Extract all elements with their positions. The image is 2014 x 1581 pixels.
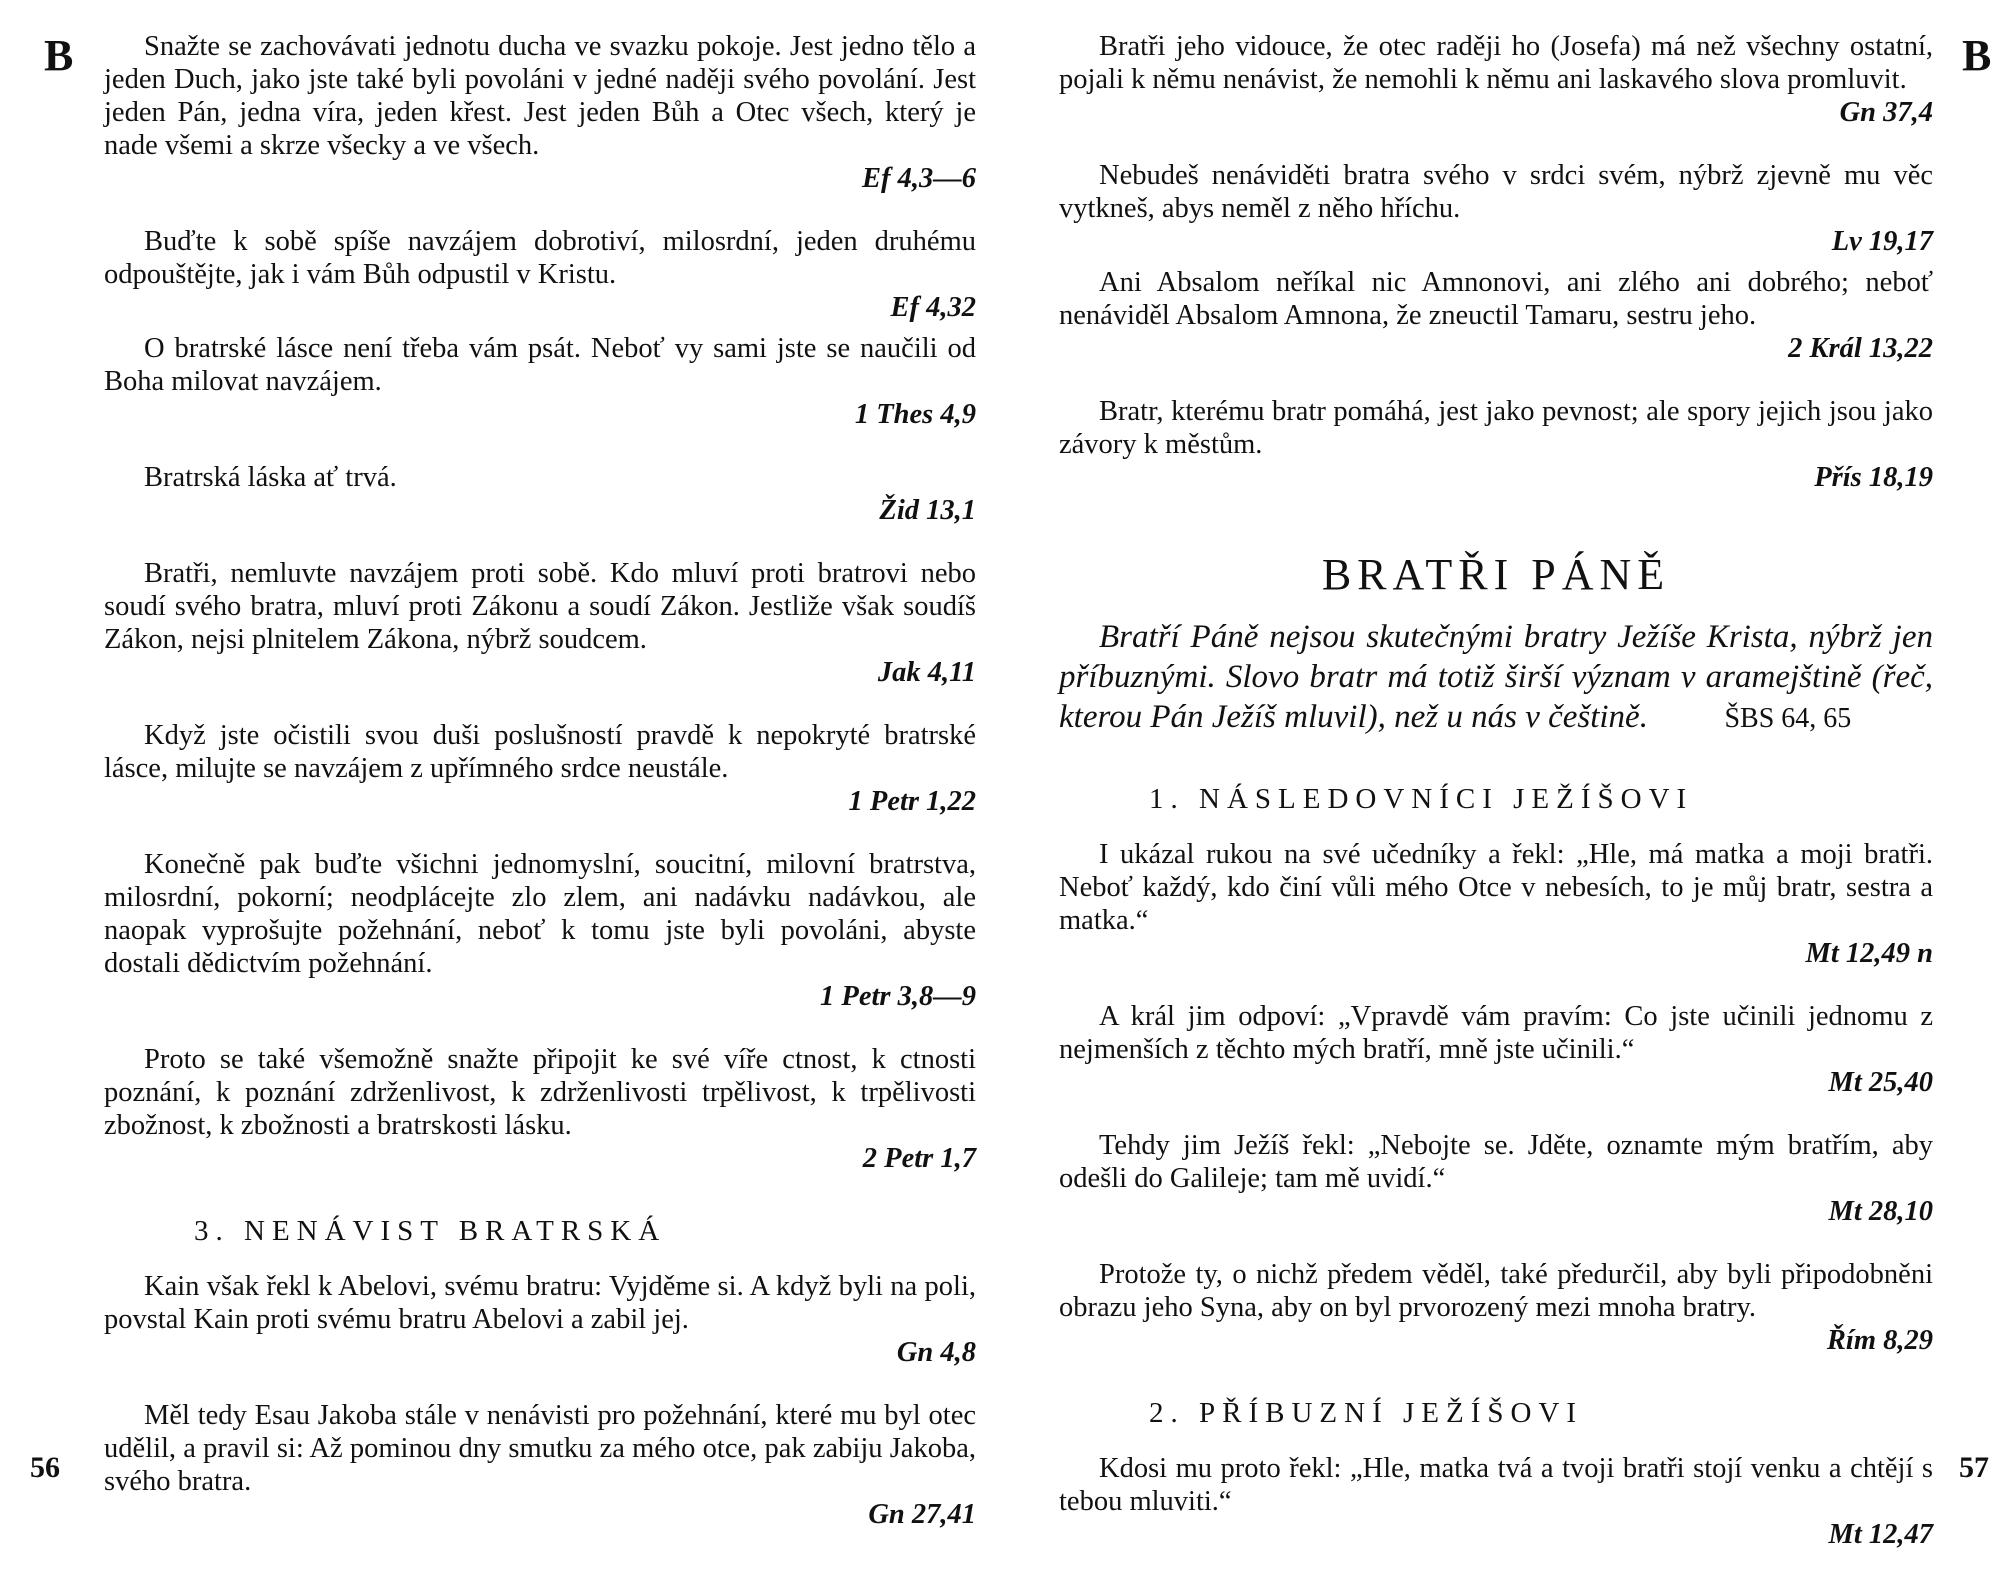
chapter-heading: BRATŘI PÁNĚ [1321,550,1671,599]
verse [104,719,976,818]
verse-text: Kdosi mu proto řekl: „Hle, matka tvá a tvoji bratři stojí venku a chtějí s tebou mluviti.“ [1059,1453,1933,1517]
page-number: 57 [1959,1451,1989,1484]
verse-reference: Gn 4,8 [896,1337,976,1368]
verse-reference: Lv 19,17 [1831,226,1933,257]
intro-text: Bratří Páně nejsou skutečnými bratry Ježíše Krista, nýbrž jen příbuznými. Slovo bratr má totiž širší význam v aramejštině (řeč, kterou Pán Ježíš mluvil), než u nás v češtině. [1059,619,1933,735]
verse [1059,159,1933,258]
verse-text: Buďte k sobě spíše navzájem dobrotiví, milosrdní, jeden druhému odpouštějte, jak i vám Bůh odpustil v Kristu. [104,226,976,290]
verse [104,1270,976,1369]
verse-reference: Mt 12,47 [1828,1519,1933,1550]
verse-text: Proto se také všemožně snažte připojit ke své víře ctnost, k ctnosti poznání, k poznání zdrženlivost, k zdrženlivosti trpělivost, k trpělivosti zbožnost, k zbožnosti a bratrskosti lásku. [104,1044,976,1141]
verse [1059,838,1933,970]
verse [104,1399,976,1531]
verse [1059,30,1933,129]
verse [1059,1000,1933,1099]
verse-text: Ani Absalom neříkal nic Amnonovi, ani zlého ani dobrého; neboť nenáviděl Absalom Amnona, že zneuctil Tamaru, sestru jeho. [1059,267,1933,331]
verse-reference: Přís 18,19 [1814,462,1933,493]
right-text-column [1059,30,1933,1581]
verse-reference: 1 Petr 3,8—9 [820,981,976,1012]
right-page [1007,0,2014,1550]
verse [1059,266,1933,365]
verse-text: Snažte se zachovávati jednotu ducha ve svazku pokoje. Jest jedno tělo a jeden Duch, jako jste také byli povoláni v jedné naději svého povolání. Jest jeden Pán, jedna víra, jeden křest. Jest jeden Bůh a Otec všech, který je nade všemi a skrze všecky a ve všech. [104,31,976,161]
verse [104,225,976,324]
thumb-index-letter: B [1962,31,1992,80]
thumb-index-letter: B [44,31,74,80]
page-number: 56 [30,1451,60,1484]
intro-source: ŠBS 64, 65 [1724,703,1852,734]
verse-text: Bratři, nemluvte navzájem proti sobě. Kdo mluví proti bratrovi nebo soudí svého bratra, mluví proti Zákonu a soudí Zákon. Jestliže však soudíš Zákon, nejsi plnitelem Zákona, nýbrž soudcem. [104,558,976,655]
verse-text: Kain však řekl k Abelovi, svému bratru: Vyjděme si. A když byli na poli, povstal Kain proti svému bratru Abelovi a zabil jej. [104,1271,976,1335]
verse-text: Bratři jeho vidouce, že otec raději ho (Josefa) má než všechny ostatní, pojali k němu nenávist, že nemohli k němu ani laskavého slova promluvit. [1059,31,1933,95]
verse-reference: 2 Petr 1,7 [862,1143,976,1174]
section-heading: 2. PŘÍBUZNÍ JEŽÍŠOVI [1149,1397,1584,1429]
verse [1059,395,1933,494]
verse-reference: Gn 37,4 [1839,97,1933,128]
verse-text: Bratr, kterému bratr pomáhá, jest jako pevnost; ale spory jejich jsou jako závory k městům. [1059,396,1933,460]
verse-reference: Mt 25,40 [1828,1067,1933,1098]
verse-reference: Mt 28,10 [1828,1196,1933,1227]
left-text-column [104,30,976,1561]
chapter-intro [1059,617,1933,739]
section-heading: 3. NENÁVIST BRATRSKÁ [194,1215,667,1247]
verse [104,30,976,195]
verse [104,1043,976,1175]
verse [1059,1258,1933,1357]
section-heading: 1. NÁSLEDOVNÍCI JEŽÍŠOVI [1149,783,1694,815]
verse [104,848,976,1013]
verse-text: Když jste očistili svou duši poslušností pravdě k nepokryté bratrské lásce, milujte se navzájem z upřímného srdce neustále. [104,720,976,784]
verse-text: Měl tedy Esau Jakoba stále v nenávisti pro požehnání, které mu byl otec udělil, a pravil si: Až pominou dny smutku za mého otce, pak zabiju Jakoba, svého bratra. [104,1400,976,1497]
verse-reference: 1 Thes 4,9 [854,399,976,430]
verse-text: I ukázal rukou na své učedníky a řekl: „Hle, má matka a moji bratři. Neboť každý, kdo činí vůli mého Otce v nebesích, to je můj bratr, sestra a matka.“ [1059,839,1933,936]
verse-text: Bratrská láska ať trvá. [144,462,397,493]
verse [104,461,976,527]
verse-reference: Ef 4,32 [890,292,976,323]
verse-text: A král jim odpoví: „Vpravdě vám pravím: Co jste učinili jednomu z nejmenších z těchto mých bratří, mně jste učinili.“ [1059,1001,1933,1065]
verse-reference: Gn 27,41 [868,1499,976,1530]
left-page [0,0,1007,1530]
verse-text: Nebudeš nenáviděti bratra svého v srdci svém, nýbrž zjevně mu věc vytkneš, abys neměl z něho hříchu. [1059,160,1933,224]
verse-reference: 1 Petr 1,22 [848,786,976,817]
verse-reference: Jak 4,11 [877,657,976,688]
verse-text: O bratrské lásce není třeba vám psát. Neboť vy sami jste se naučili od Boha milovat navzájem. [104,333,976,397]
verse [1059,1452,1933,1551]
verse-reference: Ef 4,3—6 [862,163,976,194]
verse-reference: Mt 12,49 n [1805,938,1933,969]
verse [104,557,976,689]
verse-reference: Řím 8,29 [1826,1325,1933,1356]
verse [1059,1129,1933,1228]
verse [104,332,976,431]
verse-text: Tehdy jim Ježíš řekl: „Nebojte se. Jděte, oznamte mým bratřím, aby odešli do Galileje; tam mě uvidí.“ [1059,1130,1933,1194]
verse-reference: Žid 13,1 [879,495,976,526]
verse-text: Protože ty, o nichž předem věděl, také předurčil, aby byli připodobněni obrazu jeho Syna, aby on byl prvorozený mezi mnoha bratry. [1059,1259,1933,1323]
verse-reference: 2 Král 13,22 [1788,333,1933,364]
verse-text: Konečně pak buďte všichni jednomyslní, soucitní, milovní bratrstva, milosrdní, pokorní; neodplácejte zlo zlem, ani nadávku nadávkou, ale naopak vyprošujte požehnání, neboť k tomu jste byli povoláni, abyste dostali dědictvím požehnání. [104,849,976,979]
